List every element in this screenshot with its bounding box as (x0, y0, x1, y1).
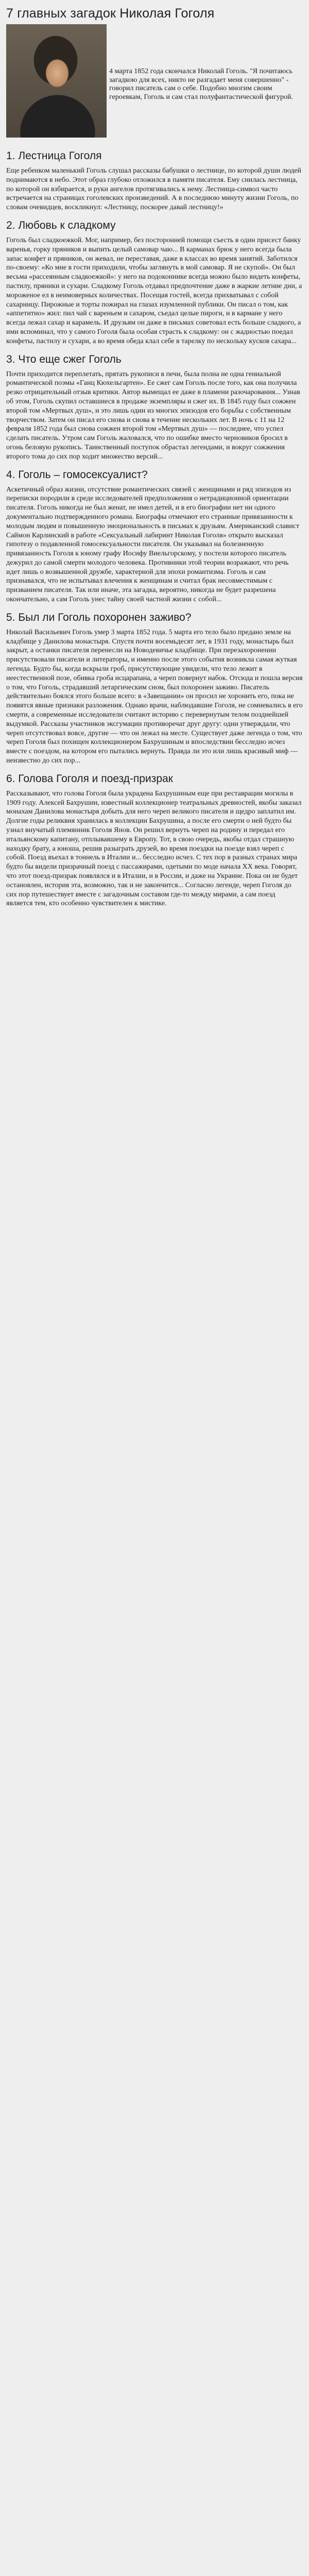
section-title-1: 1. Лестница Гоголя (6, 150, 102, 162)
section-title-6: 6. Голова Гоголя и поезд-призрак (6, 772, 173, 785)
section-text-5: Николай Васильевич Гоголь умер 3 марта 1852 года. 5 марта его тело было предано земле на кладбище у Данилова монастыря. Спустя почти восемьдесят лет, в 1931 году, монастырь был закрыт, а останки писателя перенесли на Новодевичье кладбище. При перезахоронении присутствовали писатели и литераторы, и именно после этого события возникла самая жуткая легенда. Будто бы, когда вскрыли гроб, присутствующие увидели, что тело лежит в неестественной позе, обивка гроба исцарапана, а череп повернут набок. Отсюда и пошла версия о том, что Гоголь, страдавший летаргическим сном, был похоронен заживо. Писатель действительно боялся этого больше всего: в «Завещании» он просил не хоронить его, пока не появятся явные признаки разложения. Однако врачи, наблюдавшие Гоголя, не сомневались в его смерти, а современные исследователи считают историю с перевернутым телом позднейшей выдумкой. Рассказы участников эксгумации противоречат друг другу: одни утверждали, что череп отсутствовал вовсе, другие — что он лежал на месте. Существует даже легенда о том, что череп Гоголя был похищен коллекционером Бахрушиным и впоследствии бесследно исчез вместе с поездом, на котором его пытались вернуть. Правда ли это или лишь красивый миф — неизвестно до сих пор... (6, 628, 303, 765)
section-title-3: 3. Что еще сжег Гоголь (6, 353, 122, 365)
section-title-2: 2. Любовь к сладкому (6, 219, 116, 231)
article-title: 7 главных загадок Николая Гоголя (6, 6, 215, 21)
section-text-6: Рассказывают, что голова Гоголя была украдена Бахрушиным еще при реставрации могилы в 1909 году. Алексей Бахрушин, известный коллекционер театральных древностей, якобы заказал монахам Данилова монастыря добыть для него череп великого писателя и щедро заплатил им. Долгие годы реликвия хранилась в коллекции Бахрушина, а после его смерти о ней будто бы узнал внучатый племянник Гоголя Янов. Он решил вернуть череп на родину и передал его итальянскому капитану, отплывавшему в Европу. Тот, в свою очередь, якобы отдал страшную находку брату, а юноша, решив разыграть друзей, во время поездки на поезде взял череп с собой. Поезд въехал в тоннель в Италии и... бесследно исчез. С тех пор в разных странах мира будто бы видели призрачный поезд с пассажирами, одетыми по моде начала XX века. Говорят, что этот поезд-призрак появлялся и в Италии, и в России, и даже на Украине. Пока он не будет остановлен, история эта, возможно, так и не закончится... Согласно легенде, череп Гоголя до сих пор путешествует вместе с загадочным составом где-то между мирами, а сам поезд является тем, кто особенно чувствителен к мистике. (6, 789, 302, 908)
intro-text: 4 марта 1852 года скончался Николай Гоголь. "Я почитаюсь загадкою для всех, никто не разгадает меня совершенно" - говорил писатель сам о себе. Подобно многим своим героевкам, Гоголь и сам стал полуфантастической фигурой. (109, 67, 293, 101)
section-text-2: Гоголь был сладкоежкой. Мог, например, без посторонней помощи съесть в один присест банку варенья, горку пряников и выпить целый самовар чаю... В карманах брюк у него всегда была запас конфет и пряников, он жевал, не переставая, даже в классах во время занятий. Заботился по-своему: «Ко мне в гости приходили, чтобы заглянуть в мой самовар. Я не скупой». Он был весьма «рассеянным сладкоежкой»: у него на подоконнике всегда можно было видеть конфеты, пастилу, пряники и сухари. Сладкому Гоголь отдавал предпочтение даже в жаркие летние дни, а мороженое ел в неимоверных количествах. Посещая гостей, всегда прихватывал с собой сахарницу. Пирожные и торты пожирал на глазах изумленной публики. Он писал о том, как «аппетитно» жил: пил чай с вареньем и сахаром, съедал целые пироги, и в кармане у него всегда лежал сахар и карамель. И друзьям он даже в письмах советовал есть больше сладкого, а ими вспоминал, что у самого Гоголя была особая страсть к сладкому: он с жадностью поедал конфеты, пастилу и сухари, а во время обеда клал себе в тарелку по нескольку кусков сахара... (6, 236, 302, 345)
section-text-1: Еще ребенком маленький Гоголь слушал рассказы бабушки о лестнице, по которой души людей поднимаются в небо. Этот образ глубоко отложился в памяти писателя. Ему снилась лестница, по которой он взбирается, и руки ангелов протягивались к нему. Лестница-символ часто встречается на страницах гоголевских произведений. А в последнюю минуту жизни Гоголь, по словам очевидцев, воскликнул: «Лестницу, поскорее давай лестницу!» (6, 167, 302, 212)
section-title-5: 5. Был ли Гоголь похоронен заживо? (6, 611, 192, 623)
section-title-4: 4. Гоголь – гомосексуалист? (6, 468, 148, 481)
gogol-portrait-image (6, 24, 107, 138)
intro-block (6, 24, 303, 143)
section-text-3: Почти приходится переплетать, прятать рукописи в печи, была полна не одна гениальной романтической поэмы «Ганц Кюхельгартен». Ее сжег сам Гоголь после того, как она получила резко отрицательный отзыв критики. Автор вымещал ее даже в пламени разочарования... Узнав об этом, Гоголь скупил оставшиеся в продаже экземпляры и сжег их. В 1845 году был сожжен второй том «Мертвых душ», и это лишь один из многих эпизодов его борьбы с собственным творчеством. Затем он писал его снова и снова в течение нескольких лет. В ночь с 11 на 12 февраля 1852 года был снова сожжен второй том «Мертвых душ» — последнее, что успел сделать писатель. Утром сам Гоголь жаловался, что по ошибке вместо черновиков бросил в огонь беловую рукопись. Таинственный поступок обрастал легендами, и вокруг сожжения второго тома до сих пор ходит множество версий... (6, 370, 300, 461)
section-text-4: Аскетичный образ жизни, отсутствие романтических связей с женщинами и ряд эпизодов из переписки породили в среде исследователей предположения о нетрадиционной ориентации писателя. Гоголь никогда не был женат, не имел детей, и в его биографии нет ни одного документально подтвержденного романа. Биографы отмечают его странные привязанности к молодым людям и повышенную эмоциональность в письмах к друзьям. Американский славист Саймон Карлинский в работе «Сексуальный лабиринт Николая Гоголя» открыто высказал гипотезу о подавленной гомосексуальности писателя. Он указывал на болезненную привязанность Гоголя к юному графу Иосифу Виельгорскому, у постели которого писатель дежурил до самой смерти молодого человека. Противники этой теории возражают, что речь идет лишь о возвышенной дружбе, характерной для эпохи романтизма. Гоголь и сам признавался, что не испытывал влечения к женщинам и считал брак несовместимым с призванием писателя. Так или иначе, эта загадка, вероятно, никогда не будет разрешена окончательно, а сам Гоголь унес тайну своей частной жизни с собой... (6, 485, 300, 604)
